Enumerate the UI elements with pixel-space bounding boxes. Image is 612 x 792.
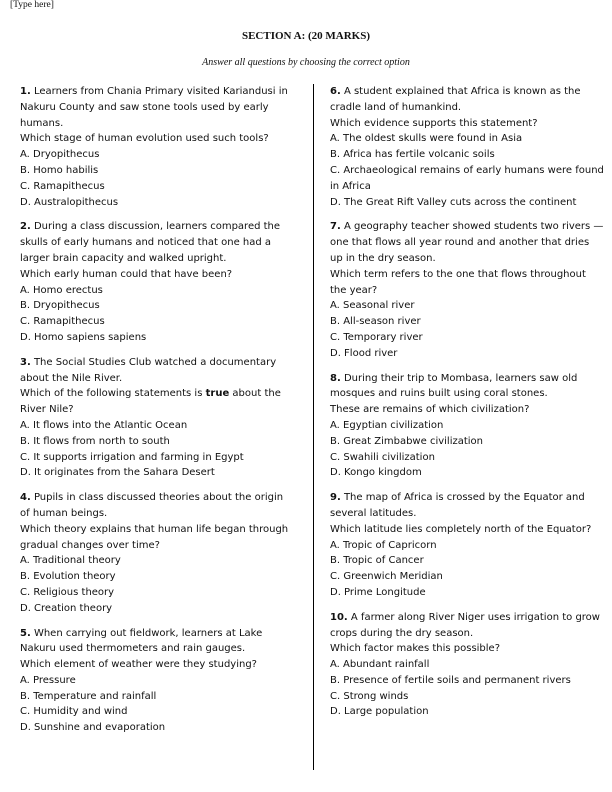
question-prompt <box>20 386 294 418</box>
option-d[interactable]: D. Large population <box>330 706 429 718</box>
question-prompt: Which term refers to the one that flows throughout the year? <box>330 268 586 296</box>
option-d[interactable]: D. Kongo kingdom <box>330 467 422 479</box>
question-2 <box>20 219 294 345</box>
option-a[interactable]: A. Pressure <box>20 674 76 686</box>
option-b[interactable]: B. All-season river <box>330 316 421 328</box>
header-placeholder: [Type here] <box>10 0 54 10</box>
option-c[interactable]: C. Archaeological remains of early humans were found in Africa <box>330 164 604 192</box>
question-prompt: Which factor makes this possible? <box>330 643 501 655</box>
option-c[interactable]: C. Greenwich Meridian <box>330 571 443 583</box>
option-a[interactable]: A. The oldest skulls were found in Asia <box>330 133 523 145</box>
option-d[interactable]: D. Flood river <box>330 347 398 359</box>
left-column <box>20 84 294 745</box>
column-divider <box>313 84 314 770</box>
question-number: 2. <box>20 221 31 233</box>
option-d[interactable]: D. It originates from the Sahara Desert <box>20 467 215 479</box>
question-number: 4. <box>20 492 31 504</box>
option-b[interactable]: B. Temperature and rainfall <box>20 690 157 702</box>
option-a[interactable]: A. Egyptian civilization <box>330 419 444 431</box>
option-b[interactable]: B. Tropic of Cancer <box>330 555 424 567</box>
prompt-pre: Which of the following statements is <box>20 388 206 400</box>
option-c[interactable]: C. Ramapithecus <box>20 316 105 328</box>
option-c[interactable]: C. Humidity and wind <box>20 706 128 718</box>
question-prompt: Which theory explains that human life began through gradual changes over time? <box>20 523 289 551</box>
option-a[interactable]: A. Abundant rainfall <box>330 659 430 671</box>
option-a[interactable]: A. Seasonal river <box>330 300 415 312</box>
option-a[interactable]: A. It flows into the Atlantic Ocean <box>20 419 188 431</box>
question-7 <box>330 219 604 361</box>
instructions: Answer all questions by choosing the correct option <box>202 57 410 68</box>
question-9 <box>330 490 604 601</box>
option-d[interactable]: D. Sunshine and evaporation <box>20 722 166 734</box>
question-number: 10. <box>330 611 348 623</box>
option-b[interactable]: B. It flows from north to south <box>20 435 170 447</box>
prompt-post: about the River Nile? <box>20 388 281 416</box>
question-number: 1. <box>20 86 31 97</box>
question-1 <box>20 84 294 210</box>
question-stem: A geography teacher showed students two rivers — one that flows all year round and another that dries up in the dry season. <box>330 221 604 264</box>
option-a[interactable]: A. Traditional theory <box>20 555 121 567</box>
option-d[interactable]: D. Homo sapiens sapiens <box>20 331 147 343</box>
option-b[interactable]: B. Presence of fertile soils and permanent rivers <box>330 674 571 686</box>
option-c[interactable]: C. Religious theory <box>20 586 115 598</box>
question-prompt: Which evidence supports this statement? <box>330 117 538 129</box>
option-c[interactable]: C. Temporary river <box>330 331 423 343</box>
question-8 <box>330 371 604 482</box>
question-prompt: Which element of weather were they studying? <box>20 659 257 671</box>
question-stem: Pupils in class discussed theories about the origin of human beings. <box>20 492 284 519</box>
option-d[interactable]: D. The Great Rift Valley cuts across the continent <box>330 196 577 208</box>
prompt-emphasis: true <box>205 388 230 400</box>
question-number: 5. <box>20 627 31 639</box>
question-stem: During their trip to Mombasa, learners saw old mosques and ruins built using coral stones. <box>330 372 578 400</box>
question-3 <box>20 355 294 481</box>
question-stem: The map of Africa is crossed by the Equator and several latitudes. <box>330 492 585 519</box>
option-a[interactable]: A. Tropic of Capricorn <box>330 539 437 551</box>
option-d[interactable]: D. Australopithecus <box>20 196 119 208</box>
question-stem: A farmer along River Niger uses irrigation to grow crops during the dry season. <box>330 611 600 639</box>
question-stem: The Social Studies Club watched a documentary about the Nile River. <box>20 356 277 384</box>
question-number: 7. <box>330 221 341 233</box>
option-c[interactable]: C. Swahili civilization <box>330 451 435 463</box>
question-number: 8. <box>330 372 341 384</box>
question-stem: A student explained that Africa is known as the cradle land of humankind. <box>330 86 581 113</box>
option-c[interactable]: C. Strong winds <box>330 690 409 702</box>
option-b[interactable]: B. Homo habilis <box>20 164 99 176</box>
option-d[interactable]: D. Prime Longitude <box>330 586 426 598</box>
option-b[interactable]: B. Dryopithecus <box>20 300 100 312</box>
question-prompt: Which stage of human evolution used such tools? <box>20 133 269 145</box>
question-prompt: Which latitude lies completely north of the Equator? <box>330 523 592 535</box>
section-title: SECTION A: (20 MARKS) <box>241 30 371 42</box>
question-5 <box>20 626 294 737</box>
question-stem: During a class discussion, learners compared the skulls of early humans and noticed that one had a larger brain capacity and walked upright. <box>20 221 281 264</box>
question-prompt: Which early human could that have been? <box>20 268 233 280</box>
option-a[interactable]: A. Dryopithecus <box>20 149 100 161</box>
question-number: 9. <box>330 492 341 504</box>
question-number: 6. <box>330 86 341 97</box>
question-10 <box>330 610 604 721</box>
option-a[interactable]: A. Homo erectus <box>20 284 103 296</box>
option-b[interactable]: B. Great Zimbabwe civilization <box>330 435 484 447</box>
question-stem: Learners from Chania Primary visited Kariandusi in Nakuru County and saw stone tools used by early humans. <box>20 86 288 129</box>
right-column <box>330 84 604 729</box>
option-b[interactable]: B. Evolution theory <box>20 571 116 583</box>
option-c[interactable]: C. It supports irrigation and farming in Egypt <box>20 451 244 463</box>
question-prompt: These are remains of which civilization? <box>330 404 530 416</box>
question-4 <box>20 490 294 616</box>
question-stem: When carrying out fieldwork, learners at Lake Nakuru used thermometers and rain gauges. <box>20 627 263 655</box>
option-c[interactable]: C. Ramapithecus <box>20 180 105 192</box>
option-b[interactable]: B. Africa has fertile volcanic soils <box>330 149 495 161</box>
question-number: 3. <box>20 356 31 368</box>
question-6 <box>330 84 604 210</box>
option-d[interactable]: D. Creation theory <box>20 602 113 614</box>
